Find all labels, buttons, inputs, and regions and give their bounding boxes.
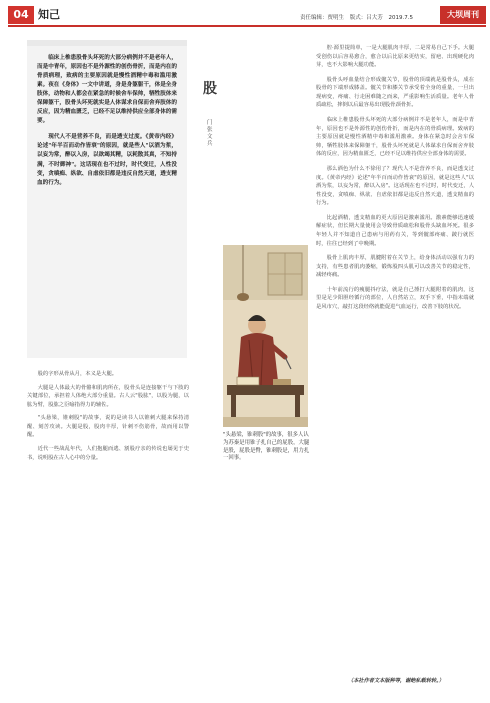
left-column [27,370,189,467]
painting-caption: "头悬梁，锥刺股"的故事，很多人认为苏秦是用锥子扎自己的屁股，大腿是股，屁股是臀，锥刺股是，用力扎一回事。 [223,432,310,462]
header-rule [8,25,486,27]
designer-credit: 版式：吕大芳 [349,15,383,21]
body-paragraph: 十年前流行的瘦腿抖疗法，就是自己捶打大腿附着的肌肉，这里是足少阳胆经循行的部位，人自然站立，双手下垂，中指末端就是风市穴，敲打这段经络就能促进气血运行，改善下肢的状况。 [316,286,474,311]
body-paragraph: 近代一些战乱年代，人们抱腿而逃、割股疗亲的传说也屡见于史书，说明股在古人心中的分量。 [27,446,189,461]
body-paragraph: 比起酒精，透支精血的更大原因是激素滥用。激素能够迅速缓解症状，但长期大量使用会导致骨质疏松和股骨头缺血坏死。很多年轻人并不知道自己患病与用药有关，等到髋部疼痛、跛行就医时，往往已经到了中晚期。 [316,214,474,247]
issue-date: 2019.7.5 [388,15,414,21]
lead-summary-box [27,40,187,358]
end-note: （本社作者文本版种等，谢绝私载转转。） [348,678,444,684]
article-title: 股 [203,81,217,97]
right-column [316,44,474,318]
author-byline: 门 张 文 兵 [207,120,213,147]
section-title: 知己 [38,8,60,21]
body-paragraph: 股骨头呼血量结合形成髋关节，股骨的顶端就是股骨头，成在股骨的下端形成膝盖。髋关节和膝关节承受着全身的重量，一旦出现病变，疼痛、行走困难随之而来，严重影响生活质量。老年人骨质疏松，摔倒以后最容易出现股骨颈骨折。 [316,76,474,109]
lead-paragraph: 现代人不是营养不良，而是透支过度。《黄帝内经》论述"年半百而动作皆衰"的原因，就是些人"以酒为浆，以妄为常，醉以入房，以欲竭其精，以耗散其真，不知持满，不时御神"。这话现在也不过时，时代变迁，人性没变，贪嗔痴、纵欲、自虐依旧都是违反自然天道，透支精血的行为。 [37,134,177,186]
painting-caption-box [223,430,310,465]
header-credits [300,13,417,21]
body-paragraph: 大腿是人体最大的骨骼和肌肉所在，股骨头是连接躯干与下肢的关键部位，承担着人体绝大部分重量。古人云"股肱"，以股为腿，以肱为臂，股肱之臣喻指得力的辅佐。 [27,384,189,408]
lead-paragraph: 临床上椎患股骨头坏死的大部分病例并不是老年人，而是中青年，原因也不是外源性的创伤骨折，而是内在的骨质病理，致病的主要原因就是慢性酒精中毒和滥用激素。夜在《身体》一文中讲道，身是身躯躯干，体是全身肢体，动物和人都会在紧急的时候舍车保帅，牺牲肢体来保障躯干，股骨头坏死就实是人体谋求自保而舍弃肢体的反应，因为精血匮乏，已经不足以维持供应全部身体的需要。 [37,55,177,125]
body-paragraph: "头悬梁，锥刺股"的故事，说的是读书人以锥刺大腿来保持清醒、刻苦攻读。大腿是股，股肉丰厚，针刺不伤筋骨，故而用以警醒。 [27,415,189,439]
body-paragraph: 腔·源里提简单，一是大腿肌肉丰厚，二是常易自己下手。大腿受创伤以后容易愈合，愈合以后比原来更结实，留疤、出现硬化肉芽，也不大影响大腿功能。 [316,45,474,69]
page-header [0,0,490,26]
page-number-badge: 04 [8,6,34,24]
body-paragraph: 临床上椎患股骨头坏死的大部分病例并不是老年人，而是中青年，原因也不是外源性的创伤骨折，而是内在的骨质病理。致病的主要原因就是慢性酒精中毒和滥用激素。身体在紧急时会舍车保帅，牺牲肢体来保障躯干，股骨头坏死就是人体谋求自保而舍弃肢体的反应，因为精血匮乏，已经不足以维持供应全部身体的需要。 [316,117,474,158]
body-paragraph: 那么酒色为什么不徐用了？现代人不是营养不良，而是透支过度。《黄帝内经》论述"年半百而动作皆衰"的原因，就是这些人"以酒为浆，以妄为常，醉以入房"。这话现在也不过时，时代变迁，人性没变，贪嗔痴、纵欲、自虐依旧都是违反自然天道，透支精血的行为。 [316,165,474,207]
painting-illustration [223,245,308,427]
brand-logo: 大坝周刊 [440,6,486,24]
editor-credit: 责任编辑：贾明生 [300,15,345,21]
body-paragraph: 股骨上肌肉丰厚，肌腱附着在关节上，给身体活动以强有力的支持，有些患者肌肉萎缩，锻炼股四头肌可以改善关节的稳定性，减轻疼痛。 [316,255,474,279]
body-paragraph: 股的字形从骨从月，本义是大腿。 [37,371,118,377]
historical-painting-icon [223,245,308,427]
